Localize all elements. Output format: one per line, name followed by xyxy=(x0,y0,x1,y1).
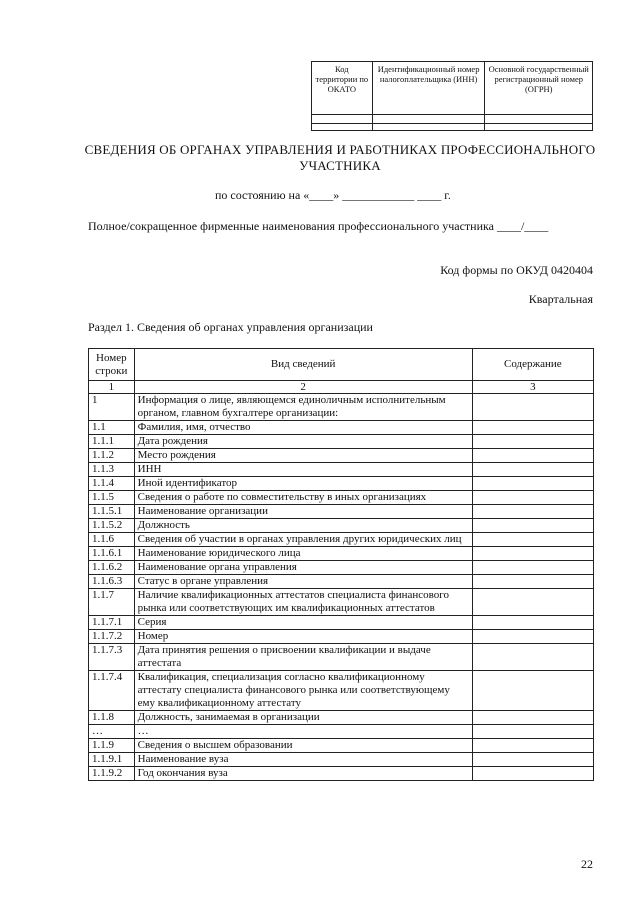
header-info-type: Вид сведений xyxy=(134,349,472,381)
table-row xyxy=(89,739,594,753)
row-number-cell: 1.1.6.1 xyxy=(89,547,135,561)
info-type-cell: … xyxy=(134,725,472,739)
content-cell[interactable] xyxy=(472,644,593,671)
row-number-cell: 1.1.6.2 xyxy=(89,561,135,575)
row-number-cell: 1.1.5 xyxy=(89,491,135,505)
row-number-cell: 1.1 xyxy=(89,421,135,435)
table-row xyxy=(89,725,594,739)
content-cell[interactable] xyxy=(472,739,593,753)
row-number-cell: 1.1.7.3 xyxy=(89,644,135,671)
inn-header: Идентификационный номер налогоплательщика (ИНН) xyxy=(372,62,485,115)
table-row xyxy=(89,519,594,533)
content-cell[interactable] xyxy=(472,616,593,630)
page-number: 22 xyxy=(581,857,593,871)
info-type-cell: Дата принятия решения о присвоении квалификации и выдаче аттестата xyxy=(134,644,472,671)
content-cell[interactable] xyxy=(472,533,593,547)
row-number-cell: 1.1.9 xyxy=(89,739,135,753)
header-content: Содержание xyxy=(472,349,593,381)
table-row xyxy=(89,421,594,435)
info-type-cell: Статус в органе управления xyxy=(134,575,472,589)
info-type-cell: Квалификация, специализация согласно квалификационному аттестату специалиста финансового рынка или соответствующему ему квалификационному аттестату xyxy=(134,671,472,711)
info-type-cell: Иной идентификатор xyxy=(134,477,472,491)
row-number-cell: 1.1.7.2 xyxy=(89,630,135,644)
management-info-table xyxy=(88,348,594,781)
info-type-cell: Наименование вуза xyxy=(134,753,472,767)
table-row xyxy=(89,589,594,616)
table-row xyxy=(89,753,594,767)
table-row xyxy=(89,644,594,671)
content-cell[interactable] xyxy=(472,547,593,561)
table-row xyxy=(89,463,594,477)
row-number-cell: 1.1.5.2 xyxy=(89,519,135,533)
okato-value-cell[interactable] xyxy=(312,115,373,124)
col-number-1: 1 xyxy=(89,381,135,394)
info-type-cell: Информация о лице, являющемся единоличным исполнительным органом, главном бухгалтере организации: xyxy=(134,394,472,421)
row-number-cell: … xyxy=(89,725,135,739)
row-number-cell: 1.1.7.1 xyxy=(89,616,135,630)
okud-form-code: Код формы по ОКУД 0420404 xyxy=(440,263,593,277)
table-row xyxy=(89,449,594,463)
table-row xyxy=(89,711,594,725)
col-number-3: 3 xyxy=(472,381,593,394)
content-cell[interactable] xyxy=(472,725,593,739)
content-cell[interactable] xyxy=(472,477,593,491)
table-row xyxy=(89,561,594,575)
info-type-cell: Сведения о работе по совместительству в иных организациях xyxy=(134,491,472,505)
table-row xyxy=(89,533,594,547)
table-row xyxy=(89,435,594,449)
row-number-cell: 1.1.7.4 xyxy=(89,671,135,711)
info-type-cell: Наличие квалификационных аттестатов специалиста финансового рынка или соответствующих им квалификационных аттестатов xyxy=(134,589,472,616)
info-type-cell: Сведения об участии в органах управления других юридических лиц xyxy=(134,533,472,547)
row-number-cell: 1.1.8 xyxy=(89,711,135,725)
info-type-cell: Наименование органа управления xyxy=(134,561,472,575)
row-number-cell: 1.1.6 xyxy=(89,533,135,547)
table-row xyxy=(89,505,594,519)
row-number-cell: 1.1.9.2 xyxy=(89,767,135,781)
info-type-cell: Место рождения xyxy=(134,449,472,463)
info-type-cell: Наименование организации xyxy=(134,505,472,519)
content-cell[interactable] xyxy=(472,671,593,711)
content-cell[interactable] xyxy=(472,630,593,644)
ogrn-value-cell-2[interactable] xyxy=(485,124,593,131)
content-cell[interactable] xyxy=(472,711,593,725)
inn-value-cell-2[interactable] xyxy=(372,124,485,131)
header-row-number: Номер строки xyxy=(89,349,135,381)
content-cell[interactable] xyxy=(472,519,593,533)
content-cell[interactable] xyxy=(472,575,593,589)
content-cell[interactable] xyxy=(472,449,593,463)
periodicity-label: Квартальная xyxy=(528,292,593,306)
ogrn-header: Основной государственный регистрационный номер (ОГРН) xyxy=(485,62,593,115)
col-number-2: 2 xyxy=(134,381,472,394)
content-cell[interactable] xyxy=(472,463,593,477)
content-cell[interactable] xyxy=(472,394,593,421)
info-type-cell: ИНН xyxy=(134,463,472,477)
row-number-cell: 1.1.7 xyxy=(89,589,135,616)
row-number-cell: 1.1.2 xyxy=(89,449,135,463)
table-body xyxy=(89,394,594,781)
table-row xyxy=(89,767,594,781)
registration-code-box xyxy=(311,61,593,131)
info-type-cell: Фамилия, имя, отчество xyxy=(134,421,472,435)
content-cell[interactable] xyxy=(472,421,593,435)
inn-value-cell[interactable] xyxy=(372,115,485,124)
info-type-cell: Серия xyxy=(134,616,472,630)
table-row xyxy=(89,575,594,589)
table-row xyxy=(89,491,594,505)
content-cell[interactable] xyxy=(472,505,593,519)
content-cell[interactable] xyxy=(472,491,593,505)
row-number-cell: 1.1.9.1 xyxy=(89,753,135,767)
info-type-cell: Номер xyxy=(134,630,472,644)
okato-value-cell-2[interactable] xyxy=(312,124,373,131)
ogrn-value-cell[interactable] xyxy=(485,115,593,124)
okato-code-header: Код территории по ОКАТО xyxy=(312,62,373,115)
row-number-cell: 1.1.6.3 xyxy=(89,575,135,589)
content-cell[interactable] xyxy=(472,435,593,449)
content-cell[interactable] xyxy=(472,589,593,616)
row-number-cell: 1.1.3 xyxy=(89,463,135,477)
row-number-cell: 1.1.5.1 xyxy=(89,505,135,519)
info-type-cell: Год окончания вуза xyxy=(134,767,472,781)
row-number-cell: 1.1.4 xyxy=(89,477,135,491)
content-cell[interactable] xyxy=(472,767,593,781)
as-of-date-line: по состоянию на «____» ____________ ____ г. xyxy=(215,188,451,202)
table-row xyxy=(89,477,594,491)
section-heading: Раздел 1. Сведения об органах управления организации xyxy=(88,320,373,334)
content-cell[interactable] xyxy=(472,561,593,575)
table-row xyxy=(89,630,594,644)
info-type-cell: Сведения о высшем образовании xyxy=(134,739,472,753)
info-type-cell: Дата рождения xyxy=(134,435,472,449)
participant-name-line: Полное/сокращенное фирменные наименования профессионального участника ____/____ xyxy=(88,219,549,233)
row-number-cell: 1 xyxy=(89,394,135,421)
table-row xyxy=(89,616,594,630)
info-type-cell: Должность xyxy=(134,519,472,533)
document-title: СВЕДЕНИЯ ОБ ОРГАНАХ УПРАВЛЕНИЯ И РАБОТНИКАХ ПРОФЕССИОНАЛЬНОГО УЧАСТНИКА xyxy=(84,142,596,173)
table-row xyxy=(89,394,594,421)
table-row xyxy=(89,547,594,561)
info-type-cell: Наименование юридического лица xyxy=(134,547,472,561)
content-cell[interactable] xyxy=(472,753,593,767)
info-type-cell: Должность, занимаемая в организации xyxy=(134,711,472,725)
row-number-cell: 1.1.1 xyxy=(89,435,135,449)
table-row xyxy=(89,671,594,711)
